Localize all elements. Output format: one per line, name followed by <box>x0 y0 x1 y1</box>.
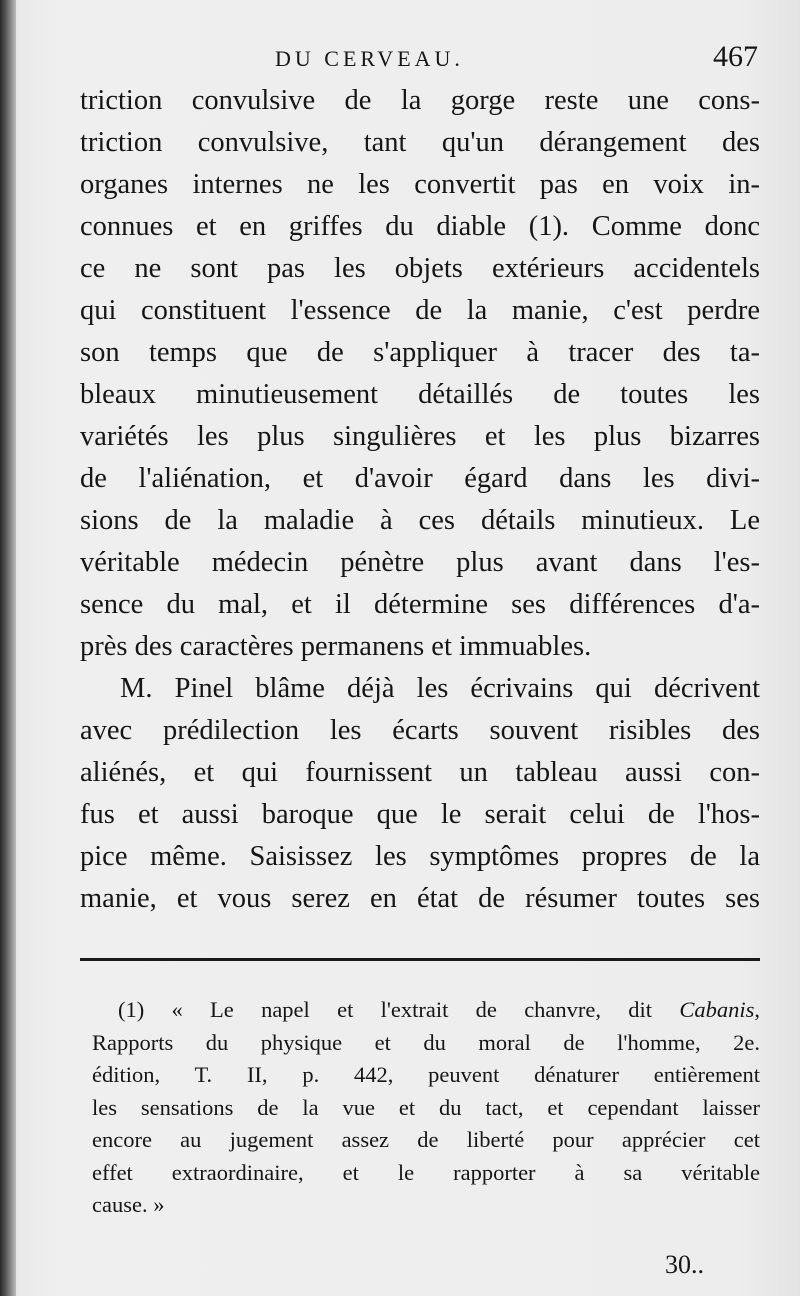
text-line: son temps que de s'appliquer à tracer des ta- <box>80 337 760 368</box>
footnote-text: (1) « Le napel et l'extrait de chanvre, dit <box>118 997 680 1022</box>
footnote-punctuation: , <box>754 997 760 1022</box>
text-line: ce ne sont pas les objets extérieurs accidentels <box>80 253 760 284</box>
text-line: manie, et vous serez en état de résumer toutes ses <box>80 883 760 914</box>
footnote-divider <box>80 958 760 961</box>
footnote-line: encore au jugement assez de liberté pour apprécier cet <box>92 1127 760 1152</box>
footnote-line: les sensations de la vue et du tact, et cependant laisser <box>92 1094 760 1120</box>
text-line: pice même. Saisissez les symptômes propres de la <box>80 841 760 872</box>
text-line: fus et aussi baroque que le serait celui de l'hos- <box>80 799 760 830</box>
main-text <box>80 80 760 920</box>
text-line: véritable médecin pénètre plus avant dans l'es- <box>80 547 760 578</box>
footnote <box>92 994 760 1222</box>
footnote-line: cause. » <box>92 1192 165 1217</box>
footnote-line <box>92 994 760 1027</box>
running-head: DU CERVEAU. <box>275 46 464 71</box>
text-line: organes internes ne les convertit pas en voix in- <box>80 169 760 200</box>
text-line: bleaux minutieusement détaillés de toutes les <box>80 379 760 410</box>
paragraph-end-line: près des caractères permanens et immuables. <box>80 631 592 662</box>
page-number: 467 <box>713 40 758 73</box>
text-line: triction convulsive, tant qu'un dérangement des <box>80 127 760 158</box>
text-line: triction convulsive de la gorge reste une cons- <box>80 85 760 116</box>
page-header <box>80 40 760 84</box>
text-line: connues et en griffes du diable (1). Comme donc <box>80 211 760 242</box>
text-line: qui constituent l'essence de la manie, c'est perdre <box>80 295 760 326</box>
page-binding-edge <box>0 0 16 1296</box>
text-line: variétés les plus singulières et les plus bizarres <box>80 421 760 452</box>
text-line: aliénés, et qui fournissent un tableau aussi con- <box>80 757 760 788</box>
footnote-line: Rapports du physique et du moral de l'homme, 2e. <box>92 1029 760 1055</box>
footnote-line: effet extraordinaire, et le rapporter à sa véritable <box>92 1159 760 1185</box>
footnote-author: Cabanis <box>679 997 755 1022</box>
text-line: sions de la maladie à ces détails minutieux. Le <box>80 505 760 536</box>
signature-mark: 30.. <box>665 1250 704 1279</box>
paragraph-start-line: M. Pinel blâme déjà les écrivains qui décrivent <box>120 673 760 704</box>
text-line: de l'aliénation, et d'avoir égard dans les divi- <box>80 463 760 494</box>
footnote-line: édition, T. II, p. 442, peuvent dénaturer entièrement <box>92 1062 760 1087</box>
text-line: sence du mal, et il détermine ses différences d'a- <box>80 589 760 620</box>
text-line: avec prédilection les écarts souvent risibles des <box>80 715 760 746</box>
